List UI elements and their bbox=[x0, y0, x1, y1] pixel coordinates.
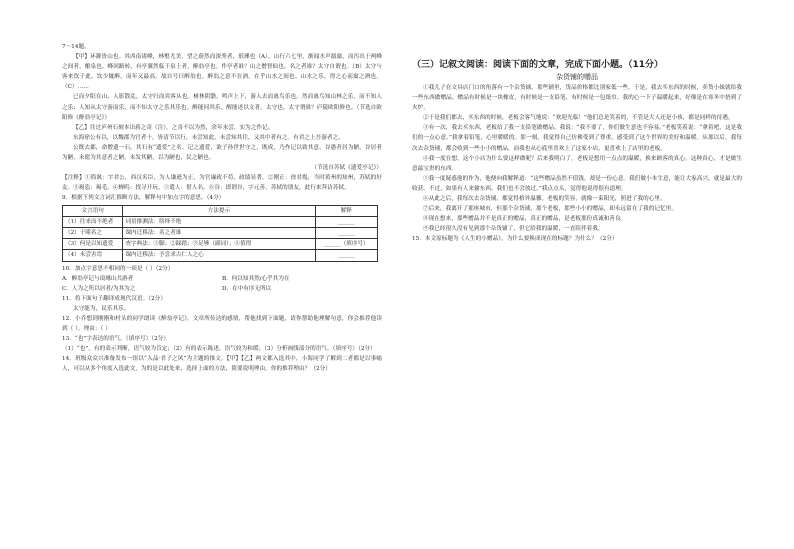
table-header: 解释 bbox=[315, 205, 377, 216]
table-header: 文言语句 bbox=[63, 205, 123, 216]
table-cell: （3）何是以知遗爱 bbox=[63, 239, 123, 250]
option-a[interactable]: A．醉翁亭记与琅琊山共游者 bbox=[62, 275, 134, 282]
option-b[interactable]: B．何以知其然/心乎其为在 bbox=[222, 275, 290, 282]
answer-blank[interactable]: ______ bbox=[315, 216, 377, 227]
article-p6: ⑥从此之后，我每次去杂货铺，都觉得格外温馨。老板的笑容，就像一束阳光，照进了我的心里。 bbox=[423, 196, 666, 203]
question-15: 15．本文原标题为《人生的小赠品》，为什么要换成现在的标题？为什么？（2分） bbox=[412, 236, 618, 243]
table-cell: 课内迁移法：名之者谁 bbox=[123, 227, 315, 238]
article-p5: ⑤我一度疑惑他的作为，他便向我解释道：“这些赠品虽然不值钱，却是一份心意。我们做小本生意，能让大家高兴，就是最大的收获。不过，如果有人来偷东西，我们也不会放过。”我点点头，觉得他说得很有道理。 bbox=[412, 175, 742, 192]
article-p8: ⑧现在想来，那些赠品并不是真正的赠品，真正的赠品，是老板那份真诚和善良。 bbox=[423, 216, 627, 223]
question-9: 9．根据下列文言词汇推断方法，解释句中加点字的意思。（4分） bbox=[62, 195, 225, 202]
table-cell: （4）未尝害焉 bbox=[63, 250, 123, 261]
table-cell: （2）于睹名之 bbox=[63, 227, 123, 238]
passage-yi-p2: 东海徐公有以，以魏郡为官者十，皆清节以行，未尝知此，未尝知其往，又其中者有之。有君之上吾游者之。 bbox=[73, 134, 344, 141]
option-c[interactable]: C．人为之所以居者/为其为之 bbox=[62, 285, 136, 292]
table-cell: 课内迁移法：予尝求古仁人之心 bbox=[123, 250, 315, 261]
table-row bbox=[63, 227, 378, 238]
option-d[interactable]: D．在中有序无所以 bbox=[222, 285, 272, 292]
question-10: 10．加点字意思不相同的一项是（ ）（2分） bbox=[62, 265, 174, 272]
passage-jia-p2: 已而夕阳在山，人影散乱，太守归而宾客从也。树林阴翳，鸣声上下，游人去而禽鸟乐也。然而禽鸟知山林之乐，而不知人之乐；人知从太守游而乐，而不知太守之乐其乐也。醉能同其乐，醒能述以文者，太守也。太守谓谁？庐陵欧阳修也。（节选自欧阳修《醉翁亭记》） bbox=[62, 94, 382, 121]
intro: 7～14题。 bbox=[62, 44, 90, 50]
article-p9: ⑨我已经很久没有见到那个杂货铺了，但它给我的温暖，一直陪伴着我。 bbox=[423, 226, 604, 233]
question-10-options bbox=[62, 284, 382, 294]
section-heading: （三）记叙文阅读：阅读下面的文章，完成下面小题。（11分） bbox=[412, 60, 664, 70]
answer-blank[interactable]: ______ bbox=[315, 227, 377, 238]
article-title: 杂货铺的赠品 bbox=[556, 73, 598, 81]
table-header: 方法提示 bbox=[123, 205, 315, 216]
source-yi: （节选自苏轼《遗爱亭记》） bbox=[311, 165, 382, 172]
annotations: 【注释】①简讽：字君公，西汉名臣，为人谦逊为正，为官廉政不苟，政绩显著。②刚正：徐君胤，当时黄州的知州，苏轼的好友。③褐恣：褐毛。④蝉呜：找寻开玩。⑤遣人：借人名。⑥谷：即谓谷，字元善。苏轼的朋友，此行来拜访苏轼。 bbox=[62, 175, 382, 192]
table-row bbox=[63, 216, 378, 227]
question-11-sentence: 太守能为，民乐其乐。 bbox=[73, 305, 130, 312]
question-10-options bbox=[62, 274, 382, 284]
question-13: 13．“也”字表达的语气。（填序号）（2分） bbox=[62, 335, 169, 342]
article-p4: ④我一度在想，这个小店为什么要这样做呢？后来我明白了，老板是想用一点点的温暖，换来顾客的真心。这种真心，才是做生意最宝贵的东西。 bbox=[412, 155, 742, 172]
table-cell: 查字典法：①脚；②踩踏；③足够（副词）；④值得 bbox=[123, 239, 315, 250]
table-row bbox=[63, 239, 378, 250]
passage-yi-p3: 公既去郡，命僧遗一石，其石有“遗爱”之名。记之遗爱，欲子孙世世守之，既成，乃作记以致其意。谷愚者居为陋，谷居者为陋，未愿为其意者之陋，未发其陋，以为陋也，民之陋也。 bbox=[62, 144, 382, 162]
passage-yi-p1: 【乙】往过庐州石刻本出蒋之奇（注）。之奇不以为然，余年未尝，实为之作记。 bbox=[73, 124, 274, 131]
answer-blank[interactable]: ______ bbox=[315, 250, 377, 261]
question-13-detail: （1）“也”，有的表示判断，语气较为肯定；（2）有的表示陈述，语气较为和缓；（3）分析画线部分的语气。（填序号）（2分） bbox=[62, 346, 376, 353]
question-14: 14．班级众众兴准备发布一组以“入品·君子之风”为主题的推文，【甲】【乙】两文都入选其中，小海同学了解到二者都是以事喻人，可以从多个角度入选此文，为的是以此处来，选择上面的方法，简要说明理由，你的推荐理由？（2分） bbox=[62, 356, 382, 373]
table-cell: 词语推测法：络绎不绝 bbox=[123, 216, 315, 227]
article-p7: ⑦后来，我离开了那座城市，但那个杂货铺，那个老板，那些小小的赠品，却永远留在了我的记忆里。 bbox=[423, 206, 677, 213]
article-p3: ③有一次，我去买东西，老板给了我一支铅笔做赠品。我说：“我不要了，你们做生意也不容易。”老板笑着说：“拿着吧，这是我们的一点心意。”我拿着铅笔，心里暖暖的。那一刻，我觉得自己仿佛受到了尊重，感受到了这个世界的美好和温暖。从那以后，我每次去杂货铺，都会收到一些小小的赠品，而我也从心底里喜欢上了这家小店，更喜欢上了店里的老板。 bbox=[412, 125, 742, 152]
answer-blank[interactable]: ______（填序号） bbox=[315, 239, 377, 250]
article-p2: ②于是我们都去，买东西的时候，老板会客气地说：“欢迎光临！”他们总是笑着的，不管是大人还是小孩，都是同样的待遇。 bbox=[423, 115, 734, 122]
question-12: 12．小乔想到刚刚和村头的同学朗读《醉翁亭记》，文章所传达的感情，帮他找到下面题，请你帮助他理解句意，你会推荐他读到（ ）。理由：（ ） bbox=[62, 315, 382, 332]
question-11: 11．将下面句子翻译成现代汉语。（2分） bbox=[62, 295, 166, 302]
question-9-table bbox=[62, 205, 378, 262]
right-column bbox=[412, 0, 742, 245]
table-cell: （1）往来而不绝者 bbox=[63, 216, 123, 227]
table-row bbox=[63, 250, 378, 261]
article-p1: ①我儿子在文具店门口的角落有一个杂货铺。那些铺里，货品价格都比别家低一些，于是，我去买东西的时候，卖货小妹就给我一些东西做赠品，赠品有时候是一块橡皮，有时候是一支铅笔，有时候是一包纸巾。我的心一下子温暖起来，好像是在寒冬中捂到了火炉。 bbox=[412, 85, 742, 112]
passage-jia-p1: 【甲】环滁皆山也。其西南诸峰，林壑尤美，望之蔚然而深秀者，琅琊也（A）。山行六七里，渐闻水声潺潺，而泻出于两峰之间者，酿泉也。峰回路转，有亭翼然临于泉上者，醉翁亭也。作亭者谁？山之僧智仙也。名之者谁？太守自谓也。（B）太守与客来饮于此，饮少辄醉，而年又最高，故自号曰醉翁也。醉翁之意不在酒，在乎山水之间也。山水之乐，得之心而寓之酒也。（C）…… bbox=[62, 54, 382, 91]
left-column bbox=[62, 0, 382, 374]
